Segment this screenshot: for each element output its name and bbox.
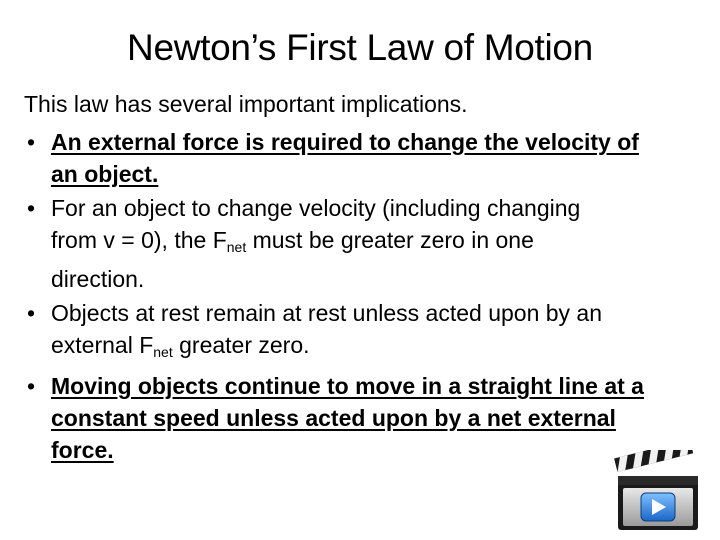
bullet-line: An external force is required to change the velocity of <box>51 129 639 155</box>
text-run: must be greater zero in one <box>246 227 534 253</box>
bullet-item <box>24 126 694 190</box>
bullet-line: direction. <box>51 266 145 292</box>
slide-title: Newton’s First Law of Motion <box>127 27 593 68</box>
subscript-net: net <box>153 344 173 360</box>
bullet-dot: • <box>27 129 36 155</box>
bullet-line <box>51 329 694 368</box>
bullet-item <box>24 370 694 466</box>
video-clapperboard-play-icon[interactable] <box>612 450 704 532</box>
bullet-item <box>24 297 694 368</box>
bullet-line: Moving objects continue to move in a straight line at a <box>51 373 644 399</box>
bullet-line: force. <box>51 437 114 463</box>
bullet-line: constant speed unless acted upon by a net external <box>51 405 616 431</box>
text-run: greater zero. <box>172 332 310 358</box>
text-run: external F <box>51 332 154 358</box>
bullet-line: Objects at rest remain at rest unless acted upon by an <box>51 300 603 326</box>
bullet-list <box>24 126 694 468</box>
bullet-dot: • <box>27 195 36 221</box>
bullet-item <box>24 192 694 295</box>
bullet-dot: • <box>27 373 36 399</box>
bullet-line: For an object to change velocity (including changing <box>51 195 581 221</box>
bullet-dot: • <box>27 300 36 326</box>
bullet-line: an object. <box>51 161 159 187</box>
intro-text: This law has several important implications. <box>24 91 468 117</box>
bullet-line <box>51 224 694 263</box>
subscript-net: net <box>226 239 247 255</box>
text-run: from v = 0), the F <box>51 227 227 253</box>
